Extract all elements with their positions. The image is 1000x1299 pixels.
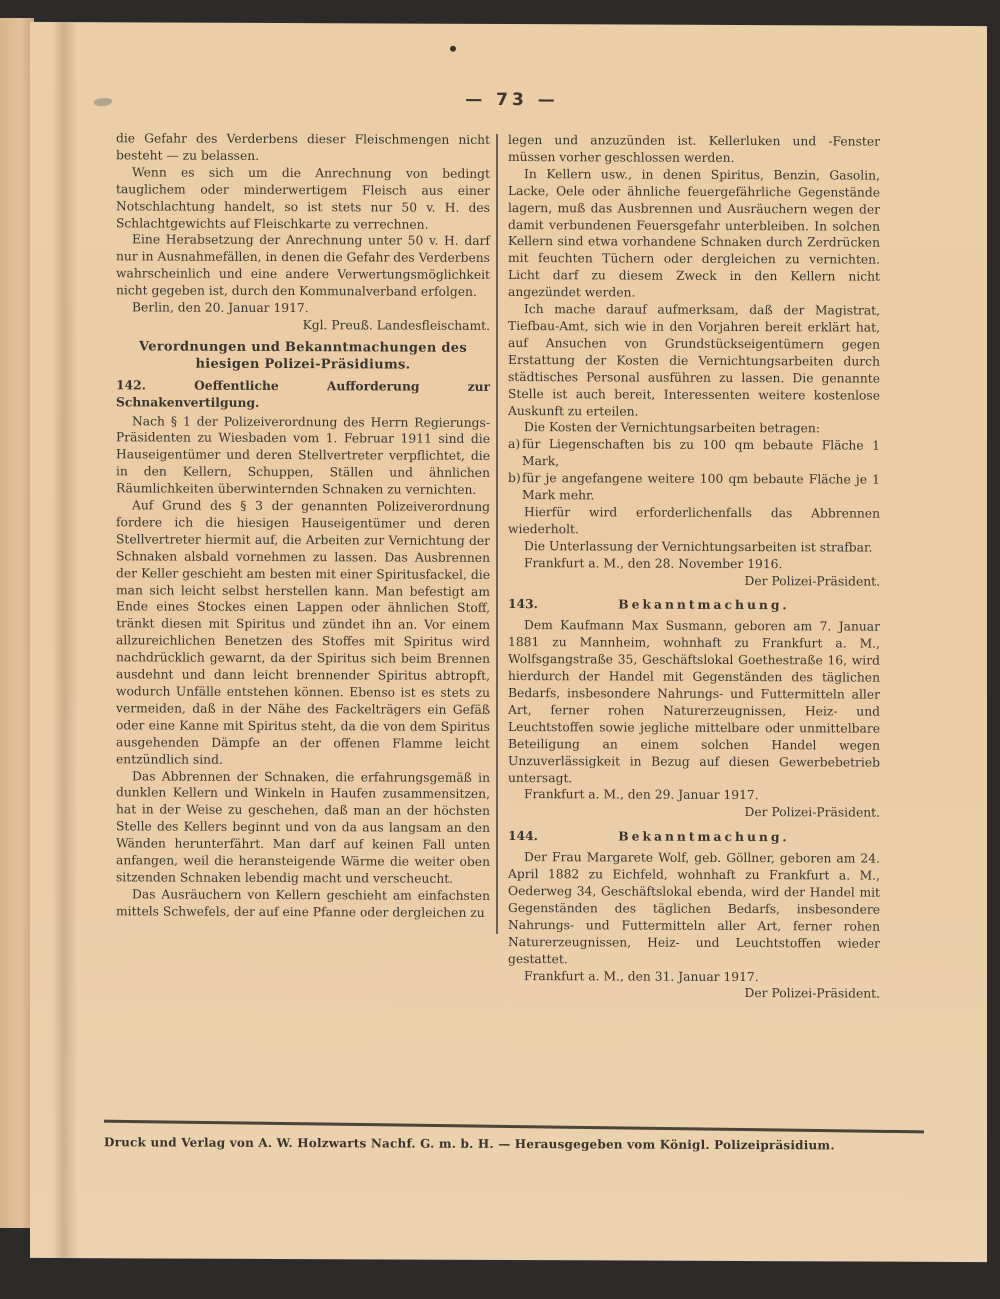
document-page [30, 22, 987, 1262]
paragraph: Die Kosten der Vernichtungsarbeiten betragen: [524, 420, 820, 436]
page-fold-shadow [52, 22, 78, 1258]
paragraph: Hierfür wird erforderlichenfalls das Abbrennen wiederholt. [508, 505, 880, 537]
page-number: — 73 — [465, 89, 559, 111]
dateline: Frankfurt a. M., den 29. Januar 1917. [524, 787, 759, 803]
paragraph: Wenn es sich um die Anrechnung von bedingt tauglichem oder minderwertigem Fleisch aus einer Notschlachtung handelt, so ist stets nur 50 v. H. des Schlachtgewichts auf Fleischkarte zu verrechnen. [116, 165, 490, 232]
paragraph: Nach § 1 der Polizeiverordnung des Herrn Regierungs-Präsidenten zu Wiesbaden vom 1. Februar 1911 sind die Hauseigentümer und deren Stellvertreter verpflichtet, die in den Kellern, Schuppen, Ställen und ähnlichen Räumlichkeiten überwinternden Schnaken zu vernichten. [116, 413, 490, 497]
signature: Der Polizei-Präsident. [744, 805, 880, 820]
paragraph: Das Abbrennen der Schnaken, die erfahrungsgemäß in dunklen Kellern und Winkeln in Haufen zusammensitzen, hat in der Weise zu geschehen, daß man an der höchsten Stelle des Kellers beginnt und von da aus langsam an den Wänden herunterfährt. Man darf auf keinen Fall unten anfangen, weil die heransteigende Wärme die weiter oben sitzenden Schnaken lebendig macht und verscheucht. [116, 768, 490, 886]
list-text: für je angefangene weitere 100 qm bebaute Fläche je 1 Mark mehr. [522, 471, 880, 503]
cost-list-item [508, 470, 880, 505]
left-column [116, 130, 490, 921]
item-number: 144. [508, 828, 538, 844]
right-column [508, 132, 880, 1003]
paragraph: Der Frau Margarete Wolf, geb. Göllner, geboren am 24. April 1882 zu Eichfeld, wohnhaft zu Frankfurt a. M., Oederweg 34, Geschäftslokal ebenda, wird der Handel mit Gegenständen des täglichen Bedarfs, insbesondere Nahrungs- und Futtermitteln aller Art, ferner rohen Naturerzeugnissen, Heiz- und Leuchtstoffen wieder gestattet. [508, 850, 880, 966]
paragraph: Eine Herabsetzung der Anrechnung unter 50 v. H. darf nur in Ausnahmefällen, in denen die Gefahr des Verderbens wahrscheinlich und eine andere Verwertungsmöglichkeit nicht gegeben ist, durch den Kommunalverband erfolgen. [116, 232, 490, 300]
paragraph: Die Unterlassung der Vernichtungsarbeiten ist strafbar. [524, 538, 873, 555]
list-label: b) [508, 471, 521, 486]
book-spine-edge [0, 18, 34, 1228]
item-heading-144 [508, 828, 880, 847]
item-title: Bekanntmachung. [618, 596, 790, 613]
dateline: Frankfurt a. M., den 31. Januar 1917. [524, 968, 759, 984]
list-text: für Liegenschaften bis zu 100 qm bebaute Fläche 1 Mark, [522, 437, 880, 469]
signature: Der Polizei-Präsident. [744, 986, 880, 1002]
ink-smudge [94, 98, 112, 106]
dateline: Berlin, den 20. Januar 1917. [132, 300, 309, 316]
paragraph: In Kellern usw., in denen Spiritus, Benzin, Gasolin, Lacke, Oele oder ähnliche feuergefährliche Gegenstände lagern, muß das Ausbrennen und Ausräuchern wegen der damit verbundenen Feuersgefahr unterbleiben. In solchen Kellern sind etwa vorhandene Schnaken durch Zerdrücken mit feuchten Tüchern oder dergleichen zu vernichten. Licht darf zu diesem Zweck in den Kellern nicht angezündet werden. [508, 166, 880, 300]
ink-dot [450, 46, 456, 52]
paragraph: Das Ausräuchern von Kellern geschieht am einfachsten mittels Schwefels, der auf eine Pfanne oder dergleichen zu [116, 887, 490, 920]
cost-list-item [508, 436, 880, 471]
dateline: Frankfurt a. M., den 28. November 1916. [524, 555, 783, 571]
paragraph: Ich mache darauf aufmerksam, daß der Magistrat, Tiefbau-Amt, sich wie in den Vorjahren bereit erklärt hat, auf Ansuchen von Grundstückseigentümern gegen Erstattung der Kosten die Vernichtungsarbeiten durch städtisches Personal ausführen zu lassen. Die genannte Stelle ist auch bereit, Interessenten weitere kostenlose Auskunft zu erteilen. [508, 302, 880, 419]
column-divider [496, 134, 498, 934]
item-number: 143. [508, 596, 538, 612]
signature: Kgl. Preuß. Landesfleischamt. [302, 318, 490, 333]
item-title: Bekanntmachung. [618, 828, 790, 845]
item-heading-143 [508, 596, 880, 615]
paragraph: Auf Grund des § 3 der genannten Polizeiverordnung fordere ich die hiesigen Hauseigentümer und deren Stellvertreter hiermit auf, die Arbeiten zur Vernichtung der Schnaken alsbald vornehmen zu lassen. Das Ausbrennen der Keller geschieht am besten mit einer Spiritusfackel, die man sich leicht selbst herstellen kann. Man befestigt am Ende eines Stockes einen Lappen oder ähnlichen Stoff, tränkt diesen mit Spiritus und zündet ihn an. Vor einem allzureichlichen Benetzen des Stoffes mit Spiritus wird nachdrücklich gewarnt, da der Spiritus sich beim Brennen ausdehnt und dann leicht brennender Spiritus abtropft, wodurch Unfälle entstehen können. Ebenso ist es stets zu vermeiden, daß in der Nähe des Fackelträgers ein Gefäß oder eine Kanne mit Spiritus steht, da die von dem Spiritus ausgehenden Dämpfe an der offenen Flamme leicht entzündlich sind. [116, 498, 490, 767]
footer-rule [104, 1120, 924, 1134]
item-heading-142: 142. Oeffentliche Aufforderung zur Schnakenvertilgung. [116, 376, 490, 410]
paragraph: die Gefahr des Verderbens dieser Fleischmengen nicht besteht — zu belassen. [116, 131, 490, 163]
list-label: a) [508, 437, 521, 452]
section-heading: Verordnungen und Bekanntmachungen des hiesigen Polizei-Präsidiums. [139, 339, 467, 373]
paragraph: Dem Kaufmann Max Susmann, geboren am 7. Januar 1881 zu Mannheim, wohnhaft zu Frankfurt a. M., Wolfsgangstraße 35, Geschäftslokal Goethestraße 16, wird hierdurch der Handel mit Gegenständen des täglichen Bedarfs, insbesondere Nahrungs- und Futtermitteln aller Art, ferner rohen Naturerzeugnissen, Heiz- und Leuchtstoffen sowie jegliche mittelbare oder unmittelbare Beteiligung an einem solchen Handel wegen Unzuverlässigkeit in Bezug auf diesen Gewerbebetrieb untersagt. [508, 618, 880, 785]
paragraph: legen und anzuzünden ist. Kellerluken und -Fenster müssen vorher geschlossen werden. [508, 132, 880, 165]
footer-imprint: Druck und Verlag von A. W. Holzwarts Nachf. G. m. b. H. — Herausgegeben vom Königl. Polizeipräsidium. [104, 1135, 835, 1153]
signature: Der Polizei-Präsident. [744, 573, 880, 589]
